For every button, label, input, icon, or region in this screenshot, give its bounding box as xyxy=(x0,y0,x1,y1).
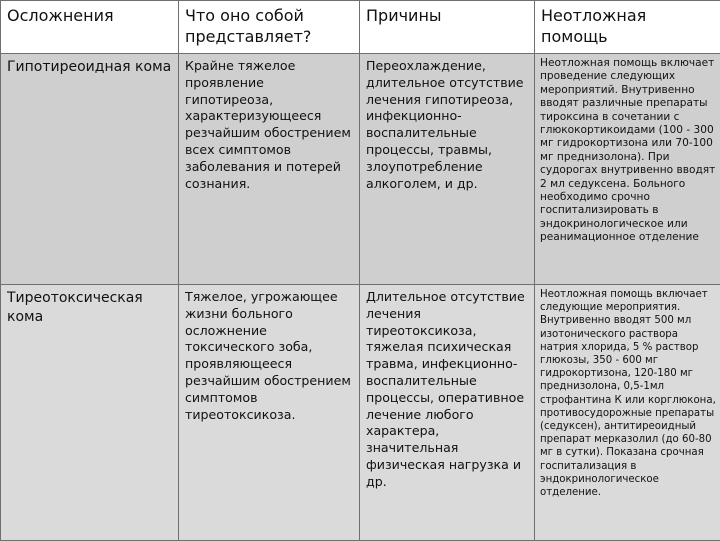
description-cell: Тяжелое, угрожающее жизни больного осложнение токсического зоба, проявляющееся резчайшим обострением симптомов тиреотоксикоза. xyxy=(179,285,360,541)
header-cell: Причины xyxy=(360,1,535,54)
causes-cell: Переохлаждение, длительное отсутствие лечения гипотиреоза, инфекционно-воспалительные процессы, травмы, злоупотребление алкоголем, и др. xyxy=(360,54,535,285)
emergency-help-cell: Неотложная помощь включает следующие мероприятия. Внутривенно вводят 500 мл изотонического раствора натрия хлорида, 5 % раствор глюкозы, 350 - 600 мг гидрокортизона, 120-180 мг преднизолона, 0,5-1мл строфантина К или корглюкона, противосудорожные препараты (седуксен), антитиреоидный препарат мерказолил (до 60-80 мг в сутки). Показана срочная госпитализация в эндокринологическое отделение. xyxy=(535,285,720,541)
description-cell: Крайне тяжелое проявление гипотиреоза, характеризующееся резчайшим обострением всех симптомов заболевания и потерей сознания. xyxy=(179,54,360,285)
header-cell: Осложнения xyxy=(1,1,179,54)
table-header-row xyxy=(1,1,720,54)
table-row xyxy=(1,285,720,541)
table-row xyxy=(1,54,720,285)
header-cell: Что оно собой представляет? xyxy=(179,1,360,54)
causes-cell: Длительное отсутствие лечения тиреотоксикоза, тяжелая психическая травма, инфекционно-воспалительные процессы, оперативное лечение любого характера, значительная физическая нагрузка и др. xyxy=(360,285,535,541)
complication-cell: Гипотиреоидная кома xyxy=(1,54,179,285)
emergency-help-cell: Неотложная помощь включает проведение следующих мероприятий. Внутривенно вводят различные препараты тироксина в сочетании с глюкокортикоидами (100 - 300 мг гидрокортизона или 70-100 мг преднизолона). При судорогах внутривенно вводят 2 мл седуксена. Больного необходимо срочно госпитализировать в эндокринологическое или реанимационное отделение xyxy=(535,54,720,285)
header-cell: Неотложная помощь xyxy=(535,1,720,54)
complication-cell: Тиреотоксическая кома xyxy=(1,285,179,541)
